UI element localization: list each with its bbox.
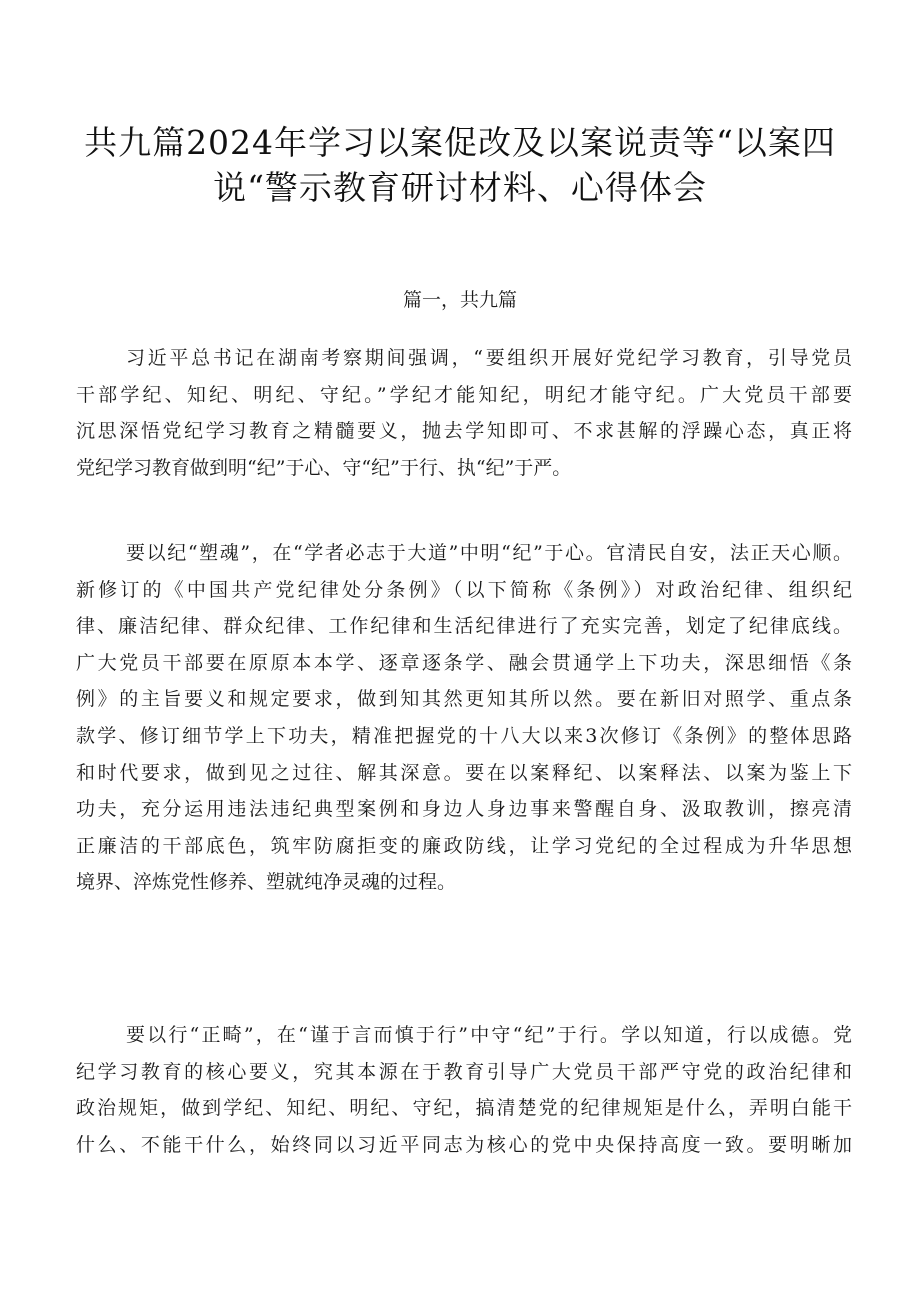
paragraph-line: 例》的主旨要义和规定要求，做到知其然更知其所以然。要在新旧对照学、重点条 [76, 688, 852, 711]
paragraph-line: 要以纪“塑魂”，在“学者必志于大道”中明“纪”于心。官清民自安，法正天心顺。 [126, 542, 852, 564]
paragraph-line: 政治规矩，做到学纪、知纪、明纪、守纪，搞清楚党的纪律规矩是什么，弄明白能干 [76, 1097, 852, 1120]
title-line: 共九篇2024年学习以案促改及以案说责等“以案四 [84, 123, 836, 162]
paragraph-line: 款学、修订细节学上下功夫，精准把握党的十八大以来3次修订《条例》的整体思路 [76, 724, 852, 747]
paragraph-line: 党纪学习教育做到明“纪”于心、守“纪”于行、执“纪”于严。 [76, 456, 572, 479]
section-heading: 篇一，共九篇 [402, 289, 517, 311]
paragraph-line: 功夫，充分运用违法违纪典型案例和身边人身边事来警醒自身、汲取教训，擦亮清 [76, 798, 852, 821]
paragraph-line: 正廉洁的干部底色，筑牢防腐拒变的廉政防线，让学习党纪的全过程成为升华思想 [76, 834, 852, 857]
paragraph-1 [76, 340, 852, 486]
paragraph-line: 纪学习教育的核心要义，究其本源在于教育引导广大党员干部严守党的政治纪律和 [76, 1060, 852, 1083]
paragraph-line: 新修订的《中国共产党纪律处分条例》（以下简称《条例》）对政治纪律、组织纪 [76, 578, 852, 601]
paragraph-line: 境界、淬炼党性修养、塑就纯净灵魂的过程。 [76, 871, 457, 894]
paragraph-line: 干部学纪、知纪、明纪、守纪。”学纪才能知纪，明纪才能守纪。广大党员干部要 [76, 383, 852, 406]
paragraph-line: 沉思深悟党纪学习教育之精髓要义，抛去学知即可、不求甚解的浮躁心态，真正将 [76, 420, 852, 443]
paragraph-line: 广大党员干部要在原原本本学、逐章逐条学、融会贯通学上下功夫，深思细悟《条 [76, 651, 852, 674]
document-title [60, 120, 860, 210]
paragraph-2 [76, 535, 852, 901]
paragraph-3 [76, 1017, 852, 1163]
title-line: 说“警示教育研讨材料、心得体会 [213, 168, 707, 207]
paragraph-line: 要以行“正畸”，在“谨于言而慎于行”中守“纪”于行。学以知道，行以成德。党 [126, 1024, 852, 1046]
paragraph-line: 习近平总书记在湖南考察期间强调，“要组织开展好党纪学习教育，引导党员 [126, 347, 852, 369]
paragraph-line: 律、廉洁纪律、群众纪律、工作纪律和生活纪律进行了充实完善，划定了纪律底线。 [76, 615, 852, 638]
paragraph-line: 和时代要求，做到见之过往、解其深意。要在以案释纪、以案释法、以案为鉴上下 [76, 761, 852, 784]
paragraph-line: 什么、不能干什么，始终同以习近平同志为核心的党中央保持高度一致。要明晰加 [76, 1133, 852, 1156]
